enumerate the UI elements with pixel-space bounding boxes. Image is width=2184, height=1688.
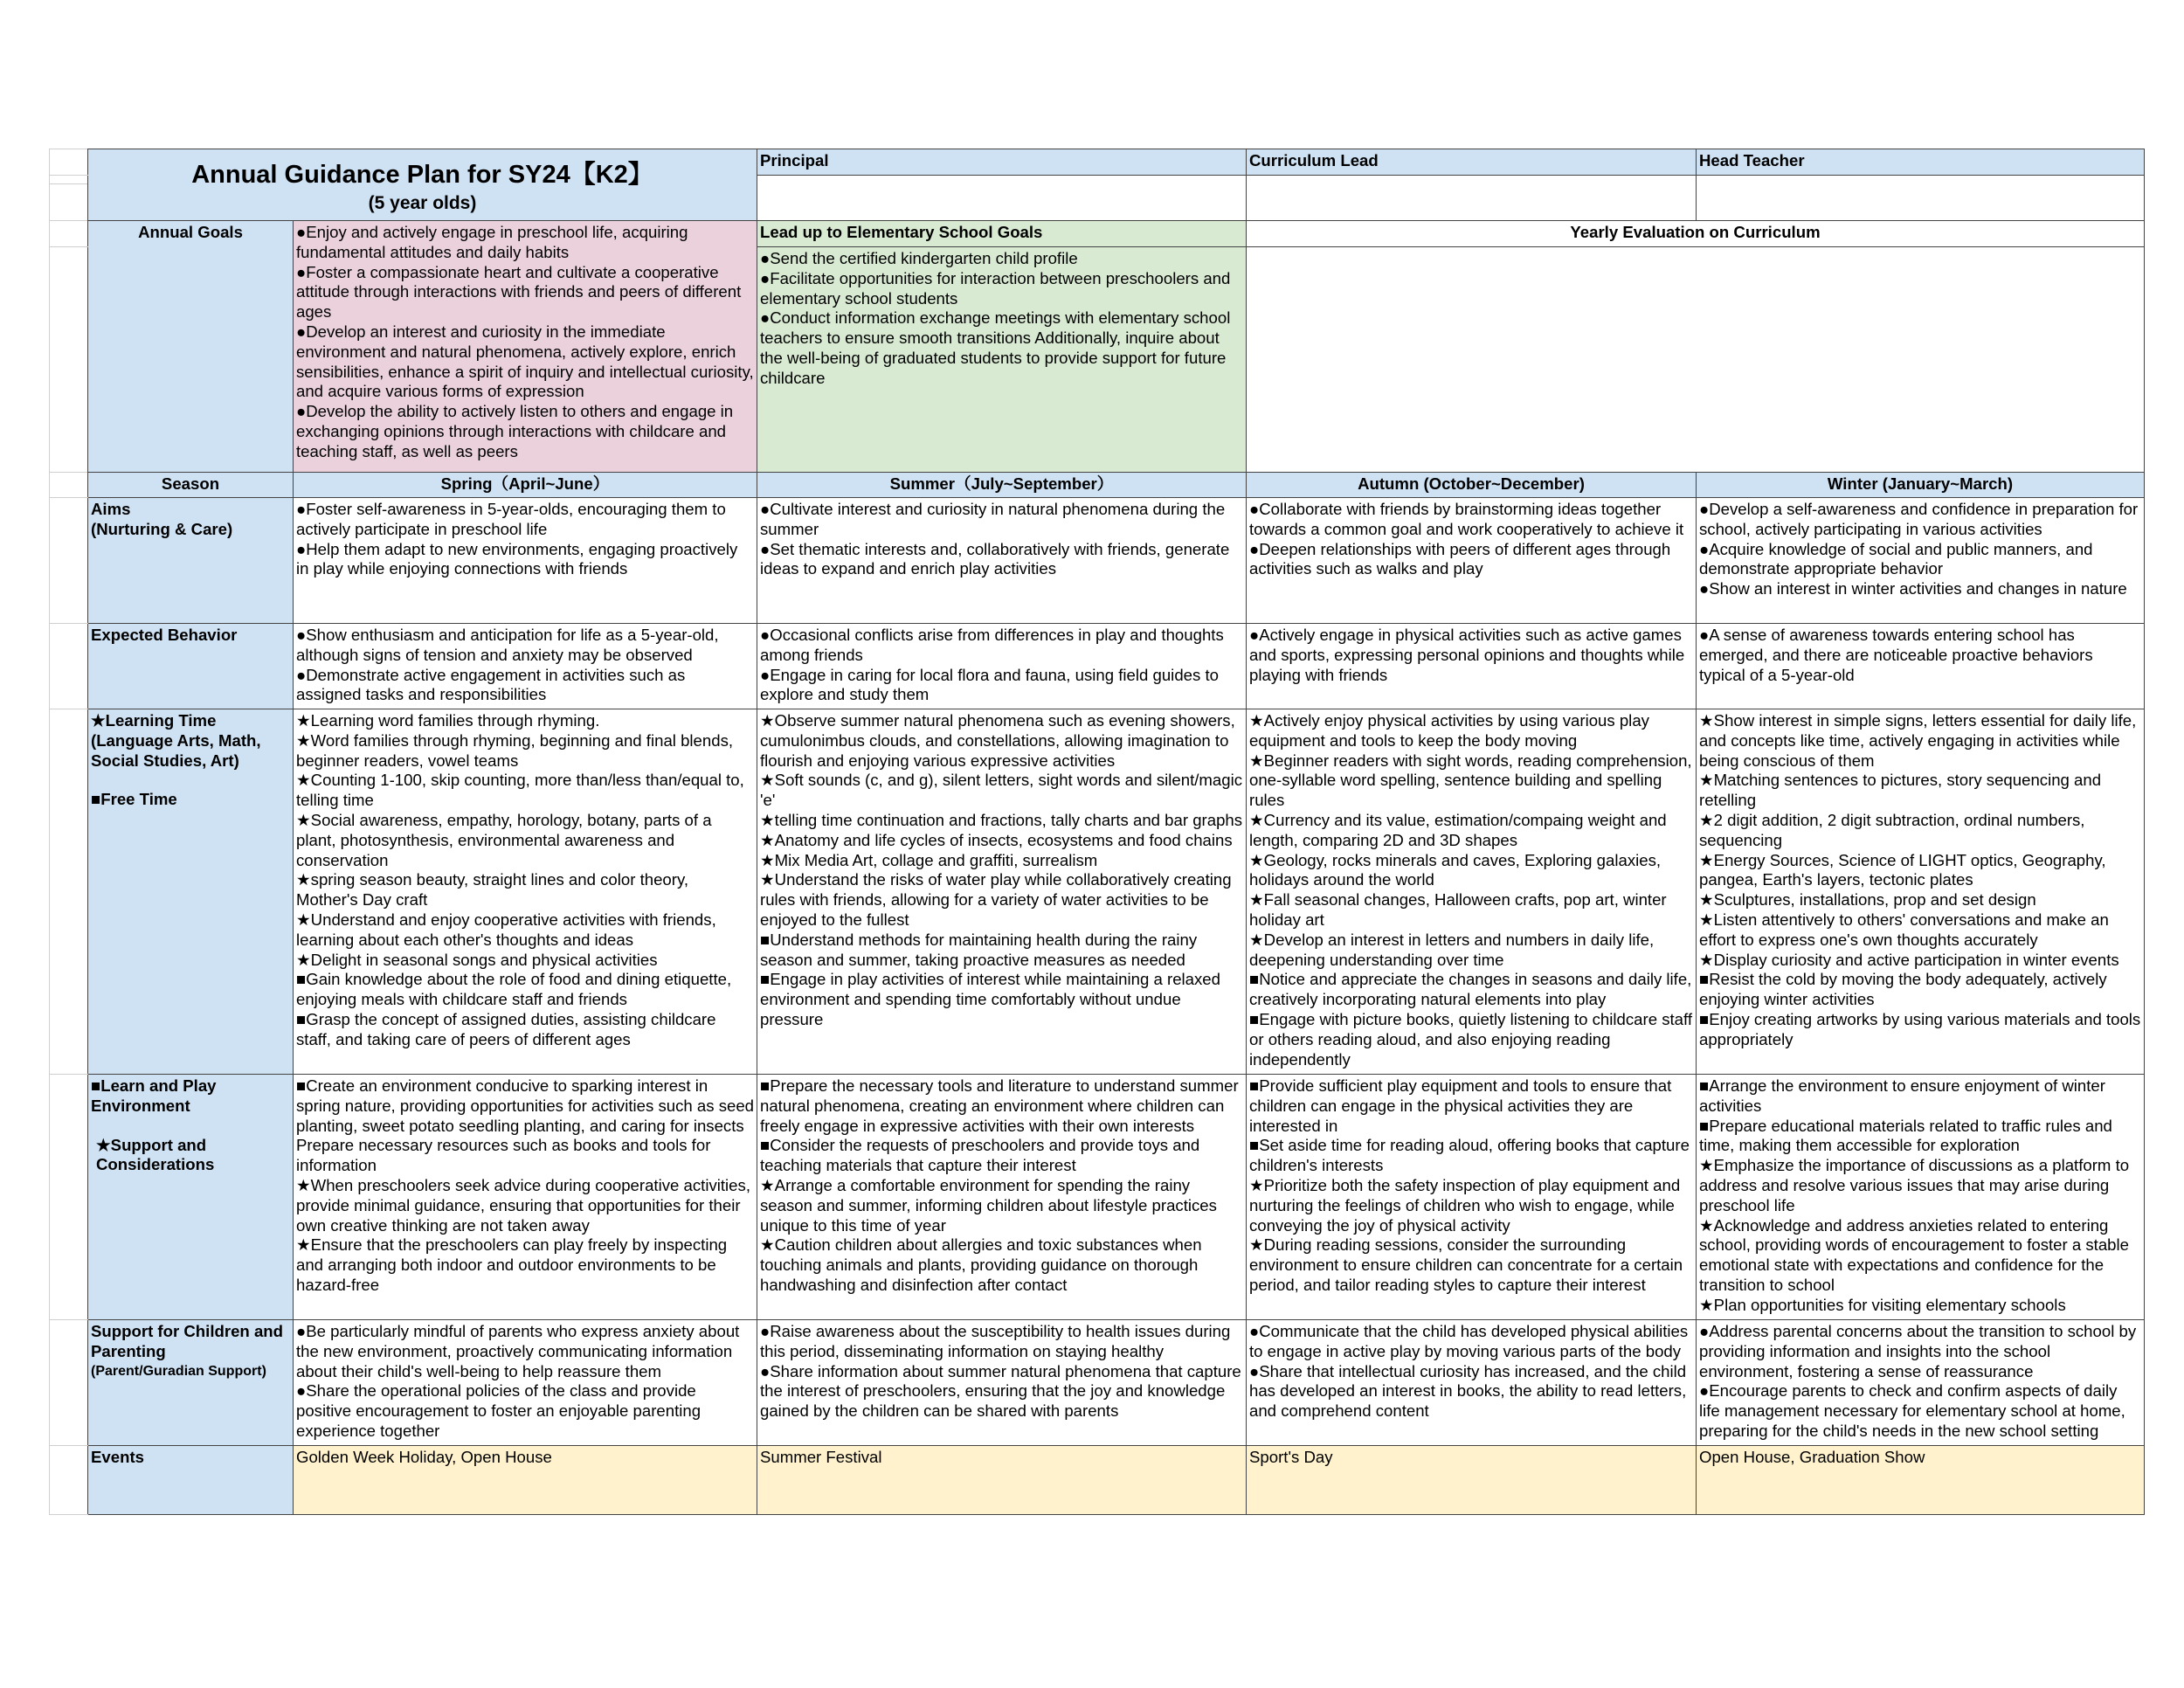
aims-subtitle: (Nurturing & Care) — [91, 519, 233, 538]
elementary-goals-text: ●Send the certified kindergarten child profile ●Facilitate opportunities for interaction between preschoolers and elementary school students ●Conduct information exchange meetings with elementary school teachers to ensure smooth transitions Additionally, inquire about the well-being of graduated students to provide support for future childcare — [757, 247, 1247, 473]
behavior-spring: ●Show enthusiasm and anticipation for life as a 5-year-old, although signs of tension and anxiety may be observed ●Demonstrate active engagement in activities such as assigned tasks and responsibilities — [294, 624, 757, 709]
behavior-winter: ●A sense of awareness towards entering school has emerged, and there are noticeable proactive behaviors typical of a 5-year-old — [1697, 624, 2145, 709]
annual-guidance-plan-table — [49, 149, 2145, 1515]
free-time-title: ■Free Time — [91, 790, 177, 809]
principal-signature-box[interactable] — [757, 176, 1247, 221]
row-gutter — [50, 176, 88, 184]
principal-label: Principal — [757, 149, 1247, 176]
aims-summer: ●Cultivate interest and curiosity in natural phenomena during the summer ●Set thematic interests and, collaboratively with friends, generate ideas to expand and enrich play activities — [757, 498, 1247, 624]
parenting-autumn: ●Communicate that the child has developed physical abilities to engage in active play by moving various parts of the body ●Share that intellectual curiosity has increased, and the child has developed an interest in books, the ability to read letters, and comprehend content — [1247, 1320, 1697, 1446]
row-gutter — [50, 247, 88, 473]
environment-spring: ■Create an environment conducive to sparking interest in spring nature, providing opportunities for activities such as seed planting, sweet potato seedling planting, and caring for insects Prepare necessary resources such as books and tools for information ★When preschoolers seek advice during cooperative activities, provide minimal guidance, ensuring that opportunities for their own creative thinking are not taken away ★Ensure that the preschoolers can play freely by inspecting and arranging both indoor and outdoor environments to be hazard-free — [294, 1075, 757, 1320]
aims-spring: ●Foster self-awareness in 5-year-olds, encouraging them to actively participate in preschool life ●Help them adapt to new environments, engaging proactively in play while enjoying connections with friends — [294, 498, 757, 624]
row-gutter — [50, 1075, 88, 1320]
learning-time-label — [88, 709, 294, 1075]
parenting-summer: ●Raise awareness about the susceptibility to health issues during this period, disseminating information on staying healthy ●Share information about summer natural phenomena that capture the interest of preschoolers, ensuring that the joy and knowledge gained by the children can be shared with parents — [757, 1320, 1247, 1446]
curriculum-lead-signature-box[interactable] — [1247, 176, 1697, 221]
season-winter: Winter (January~March) — [1697, 473, 2145, 498]
learning-spring: ★Learning word families through rhyming. ★Word families through rhyming, beginning and final blends, beginner readers, vowel teams ★Counting 1-100, skip counting, more than/less than/equal to, telling time ★Social awareness, empathy, horology, botany, parts of a plant, photosynthesis, environmental awareness and conservation ★spring season beauty, straight lines and color theory, Mother's Day craft ★Understand and enjoy cooperative activities with friends, learning about each other's thoughts and ideas ★Delight in seasonal songs and physical activities ■Gain knowledge about the role of food and dining etiquette, enjoying meals with childcare staff and friends ■Grasp the concept of assigned duties, assisting childcare staff, and taking care of peers of different ages — [294, 709, 757, 1075]
events-winter: Open House, Graduation Show — [1697, 1446, 2145, 1515]
page-subtitle: (5 year olds) — [368, 192, 477, 213]
aims-autumn: ●Collaborate with friends by brainstorming ideas together towards a common goal and work cooperatively to achieve it ●Deepen relationships with peers of different ages through activities such as walks and play — [1247, 498, 1697, 624]
elementary-goals-label: Lead up to Elementary School Goals — [757, 221, 1247, 247]
parenting-subtitle: (Parent/Guradian Support) — [91, 1363, 266, 1379]
row-gutter — [50, 184, 88, 221]
environment-label — [88, 1075, 294, 1320]
title-cell — [88, 149, 757, 221]
curriculum-lead-label: Curriculum Lead — [1247, 149, 1697, 176]
row-gutter — [50, 149, 88, 176]
expected-behavior-label: Expected Behavior — [88, 624, 294, 709]
behavior-summer: ●Occasional conflicts arise from differences in play and thoughts among friends ●Engage in caring for local flora and fauna, using field guides to explore and study them — [757, 624, 1247, 709]
events-label: Events — [88, 1446, 294, 1515]
events-summer: Summer Festival — [757, 1446, 1247, 1515]
head-teacher-signature-box[interactable] — [1697, 176, 2145, 221]
aims-label — [88, 498, 294, 624]
season-autumn: Autumn (October~December) — [1247, 473, 1697, 498]
environment-winter: ■Arrange the environment to ensure enjoyment of winter activities ■Prepare educational materials related to traffic rules and time, making them accessible for exploration ★Emphasize the importance of discussions as a platform to address and resolve various issues that may arise during preschool life ★Acknowledge and address anxieties related to entering school, providing words of encouragement to foster a stable emotional state with expectations and confidence for the transition to school ★Plan opportunities for visiting elementary schools — [1697, 1075, 2145, 1320]
yearly-evaluation-label: Yearly Evaluation on Curriculum — [1247, 221, 2145, 247]
aims-title: Aims — [91, 500, 131, 518]
annual-goals-text: ●Enjoy and actively engage in preschool life, acquiring fundamental attitudes and daily habits ●Foster a compassionate heart and cultivate a cooperative attitude through interactions with friends and peers of different ages ●Develop an interest and curiosity in the immediate environment and natural phenomena, actively explore, enrich sensibilities, enhance a spirit of inquiry and intellectual curiosity, and acquire various forms of expression ●Develop the ability to actively listen to others and engage in exchanging opinions through interactions with childcare and teaching staff, as well as peers — [294, 221, 757, 473]
environment-autumn: ■Provide sufficient play equipment and tools to ensure that children can engage in the physical activities they are interested in ■Set aside time for reading aloud, offering books that capture children's interests ★Prioritize both the safety inspection of play equipment and nurturing the feelings of children who wish to engage, while conveying the joy of physical activity ★During reading sessions, consider the surrounding environment to ensure children can concentrate for a certain period, and tailor reading styles to capture their interest — [1247, 1075, 1697, 1320]
events-autumn: Sport's Day — [1247, 1446, 1697, 1515]
row-gutter — [50, 709, 88, 1075]
learn-play-environment-title: ■Learn and Play Environment — [91, 1076, 217, 1115]
behavior-autumn: ●Actively engage in physical activities such as active games and sports, expressing personal opinions and thoughts while playing with friends — [1247, 624, 1697, 709]
support-considerations-title: ★Support and Considerations — [96, 1135, 215, 1174]
annual-goals-label: Annual Goals — [88, 221, 294, 473]
parenting-spring: ●Be particularly mindful of parents who express anxiety about the new environment, proactively communicating information about their child's well-being to help reassure them ●Share the operational policies of the class and provide positive encouragement to foster an enjoyable parenting experience together — [294, 1320, 757, 1446]
learning-time-title: ★Learning Time (Language Arts, Math, Social Studies, Art) — [91, 711, 261, 770]
season-spring: Spring（April~June） — [294, 473, 757, 498]
page-title: Annual Guidance Plan for SY24【K2】 — [191, 160, 653, 189]
events-spring: Golden Week Holiday, Open House — [294, 1446, 757, 1515]
row-gutter — [50, 498, 88, 624]
row-gutter — [50, 1320, 88, 1446]
parenting-title: Support for Children and Parenting — [91, 1322, 284, 1360]
row-gutter — [50, 221, 88, 247]
learning-autumn: ★Actively enjoy physical activities by using various play equipment and tools to keep the body moving ★Beginner readers with sight words, reading comprehension, one-syllable word spelling, sentence building and spelling rules ★Currency and its value, estimation/compaing weight and length, comparing 2D and 3D shapes ★Geology, rocks minerals and caves, Exploring galaxies, holidays around the world ★Fall seasonal changes, Halloween crafts, pop art, winter holiday art ★Develop an interest in letters and numbers in daily life, deepening understanding over time ■Notice and appreciate the changes in seasons and daily life, creatively incorporating natural elements into play ■Engage with picture books, quietly listening to childcare staff or others reading aloud, and also enjoying reading independently — [1247, 709, 1697, 1075]
parenting-label — [88, 1320, 294, 1446]
parenting-winter: ●Address parental concerns about the transition to school by providing information and insights into the school environment, fostering a sense of reassurance ●Encourage parents to check and confirm aspects of daily life management necessary for elementary school at home, preparing for the child's needs in the new school setting — [1697, 1320, 2145, 1446]
season-summer: Summer（July~September） — [757, 473, 1247, 498]
learning-winter: ★Show interest in simple signs, letters essential for daily life, and concepts like time, actively engaging in activities while being conscious of them ★Matching sentences to pictures, story sequencing and retelling ★2 digit addition, 2 digit subtraction, ordinal numbers, sequencing ★Energy Sources, Science of LIGHT optics, Geography, pangea, Earth's layers, tectonic plates ★Sculptures, installations, prop and set design ★Listen attentively to others' conversations and make an effort to express one's own thoughts accurately ★Display curiosity and active participation in winter events ■Resist the cold by moving the body adequately, actively enjoying winter activities ■Enjoy creating artworks by using various materials and tools appropriately — [1697, 709, 2145, 1075]
row-gutter — [50, 1446, 88, 1515]
season-label: Season — [88, 473, 294, 498]
learning-summer: ★Observe summer natural phenomena such as evening showers, cumulonimbus clouds, and constellations, allowing imagination to flourish and enjoying various expressive activities ★Soft sounds (c, and g), silent letters, sight words and silent/magic 'e' ★telling time continuation and fractions, tally charts and bar graphs ★Anatomy and life cycles of insects, ecosystems and food chains ★Mix Media Art, collage and graffiti, surrealism ★Understand the risks of water play while collaboratively creating rules with friends, allowing for a variety of water activities to be enjoyed to the fullest ■Understand methods for maintaining health during the rainy season and summer, taking proactive measures as needed ■Engage in play activities of interest while maintaining a relaxed environment and spending time comfortably without undue pressure — [757, 709, 1247, 1075]
row-gutter — [50, 473, 88, 498]
aims-winter: ●Develop a self-awareness and confidence in preparation for school, actively participating in various activities ●Acquire knowledge of social and public manners, and demonstrate appropriate behavior ●Show an interest in winter activities and changes in nature — [1697, 498, 2145, 624]
environment-summer: ■Prepare the necessary tools and literature to understand summer natural phenomena, creating an environment where children can freely engage in expressive activities with their own interests ■Consider the requests of preschoolers and provide toys and teaching materials that capture their interest ★Arrange a comfortable environment for spending the rainy season and summer, informing children about lifestyle practices unique to this time of year ★Caution children about allergies and toxic substances when touching animals and plants, providing guidance on thorough handwashing and disinfection after contact — [757, 1075, 1247, 1320]
head-teacher-label: Head Teacher — [1697, 149, 2145, 176]
row-gutter — [50, 624, 88, 709]
yearly-evaluation-box[interactable] — [1247, 247, 2145, 473]
